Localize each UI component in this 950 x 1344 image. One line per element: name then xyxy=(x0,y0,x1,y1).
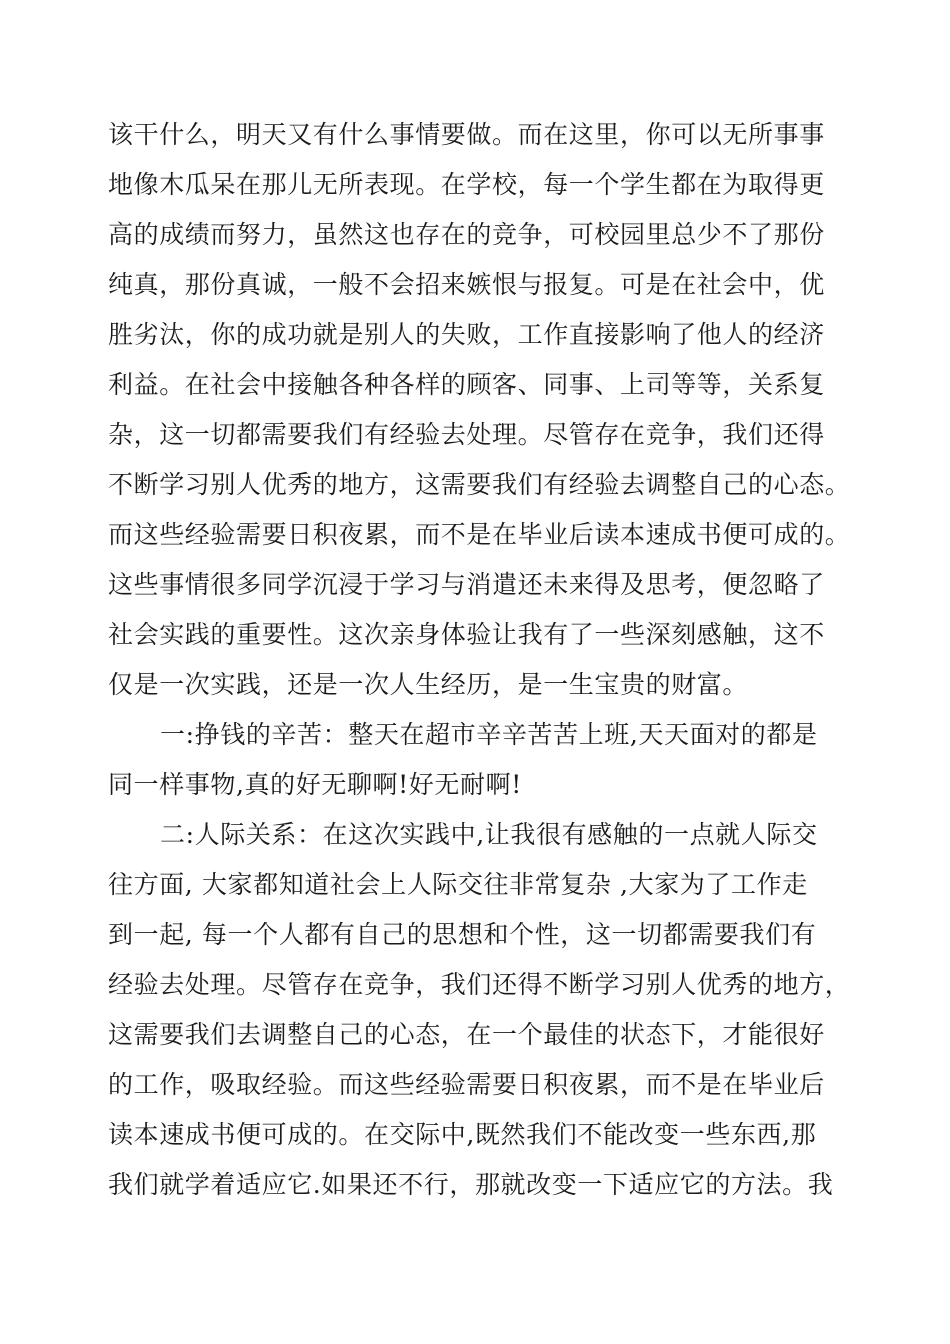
text-line: 不断学习别人优秀的地方，这需要我们有经验去调整自己的心态。 xyxy=(108,470,851,499)
text-line: 胜劣汰，你的成功就是别人的失败，工作直接影响了他人的经济 xyxy=(108,320,825,349)
paragraph-first-line: 二:人际关系：在这次实践中,让我很有感触的一点就人际交 xyxy=(160,820,818,849)
text-line: 这些事情很多同学沉浸于学习与消遣还未来得及思考，便忽略了 xyxy=(108,570,825,599)
text-line: 杂，这一切都需要我们有经验去处理。尽管存在竞争，我们还得 xyxy=(108,420,825,449)
text-line: 社会实践的重要性。这次亲身体验让我有了一些深刻感触，这不 xyxy=(108,620,825,649)
text-line: 高的成绩而努力，虽然这也存在的竞争，可校园里总少不了那份 xyxy=(108,220,825,249)
text-line: 该干什么，明天又有什么事情要做。而在这里，你可以无所事事 xyxy=(108,120,825,149)
text-line: 仅是一次实践，还是一次人生经历，是一生宝贵的财富。 xyxy=(108,670,749,699)
paragraph-first-line: 一:挣钱的辛苦：整天在超市辛辛苦苦上班,天天面对的都是 xyxy=(160,720,818,749)
document-body xyxy=(108,110,868,1210)
text-line: 利益。在社会中接触各种各样的顾客、同事、上司等等，关系复 xyxy=(108,370,825,399)
text-line: 到一起, 每一个人都有自己的思想和个性，这一切都需要我们有 xyxy=(108,920,817,949)
text-line: 地像木瓜呆在那儿无所表现。在学校，每一个学生都在为取得更 xyxy=(108,170,825,199)
text-line: 同一样事物,真的好无聊啊!好无耐啊! xyxy=(108,770,522,799)
text-line: 的工作，吸取经验。而这些经验需要日积夜累，而不是在毕业后 xyxy=(108,1070,825,1099)
text-line: 经验去处理。尽管存在竞争，我们还得不断学习别人优秀的地方， xyxy=(108,970,851,999)
text-line: 我们就学着适应它.如果还不行，那就改变一下适应它的方法。我 xyxy=(108,1170,834,1199)
text-line: 读本速成书便可成的。在交际中,既然我们不能改变一些东西,那 xyxy=(108,1120,817,1149)
text-line: 纯真，那份真诚，一般不会招来嫉恨与报复。可是在社会中，优 xyxy=(108,270,825,299)
text-line: 而这些经验需要日积夜累，而不是在毕业后读本速成书便可成的。 xyxy=(108,520,851,549)
text-line: 这需要我们去调整自己的心态，在一个最佳的状态下，才能很好 xyxy=(108,1020,825,1049)
text-line: 往方面, 大家都知道社会上人际交往非常复杂 ,大家为了工作走 xyxy=(108,870,808,899)
